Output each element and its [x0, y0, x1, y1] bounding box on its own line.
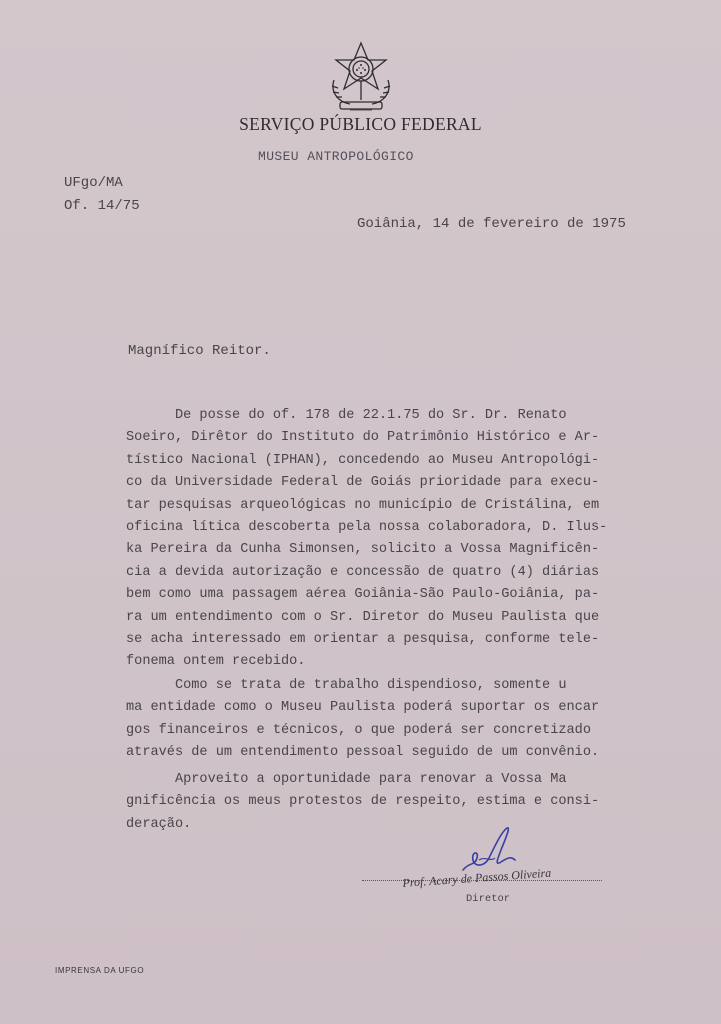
text-line: se acha interessado em orientar a pesquisa, conforme tele- — [126, 632, 600, 648]
letterhead-title: SERVIÇO PÚBLICO FEDERAL — [239, 114, 482, 134]
text-line: Soeiro, Dirêtor do Instituto do Patrimônio Histórico e Ar- — [126, 430, 600, 446]
paragraph-1 — [126, 405, 641, 674]
text-line: ma entidade como o Museu Paulista poderá suportar os encar — [126, 700, 600, 716]
letter-date: Goiânia, 14 de fevereiro de 1975 — [357, 216, 626, 232]
department-name: MUSEU ANTROPOLÓGICO — [258, 149, 414, 164]
printer-imprint: IMPRENSA DA UFGO — [55, 966, 145, 975]
salutation: Magnífico Reitor. — [128, 343, 271, 359]
text-line: gnificência os meus protestos de respeito, estima e consi- — [126, 794, 600, 810]
text-line: deração. — [126, 816, 192, 832]
text-line: Como se trata de trabalho dispendioso, somente u — [126, 678, 567, 693]
text-line: De posse do of. 178 de 22.1.75 do Sr. Dr. Renato — [126, 408, 567, 423]
signatory-title: Diretor — [466, 893, 511, 905]
signatory-name: Prof. Acary de Passos Oliveira — [402, 865, 552, 890]
text-line: cia a devida autorização e concessão de quatro (4) diárias — [126, 564, 600, 580]
text-line: bem como uma passagem aérea Goiânia-São Paulo-Goiânia, pa- — [126, 587, 600, 603]
reference-number: Of. 14/75 — [64, 198, 140, 214]
text-line: tístico Nacional (IPHAN), concedendo ao Museu Antropológi- — [126, 452, 600, 468]
text-line: ra um entendimento com o Sr. Diretor do Museu Paulista que — [126, 609, 600, 625]
text-line: gos financeiros e técnicos, o que poderá ser concretizado — [126, 722, 591, 738]
text-line: através de um entendimento pessoal seguido de um convênio. — [126, 745, 600, 761]
text-line: ka Pereira da Cunha Simonsen, solicito a Vossa Magnificên- — [126, 542, 600, 558]
reference-code: UFgo/MA — [64, 175, 123, 191]
text-line: tar pesquisas arqueológicas no município de Cristálina, em — [126, 497, 600, 513]
paragraph-3 — [126, 769, 641, 836]
brazil-coat-of-arms-icon — [326, 40, 396, 116]
paragraph-2 — [126, 675, 641, 765]
text-line: co da Universidade Federal de Goiás prioridade para execu- — [126, 475, 600, 491]
text-line: Aproveito a oportunidade para renovar a Vossa Ma — [126, 772, 567, 787]
text-line: fonema ontem recebido. — [126, 654, 306, 670]
text-line: oficina lítica descoberta pela nossa colaboradora, D. Ilus- — [126, 520, 608, 536]
